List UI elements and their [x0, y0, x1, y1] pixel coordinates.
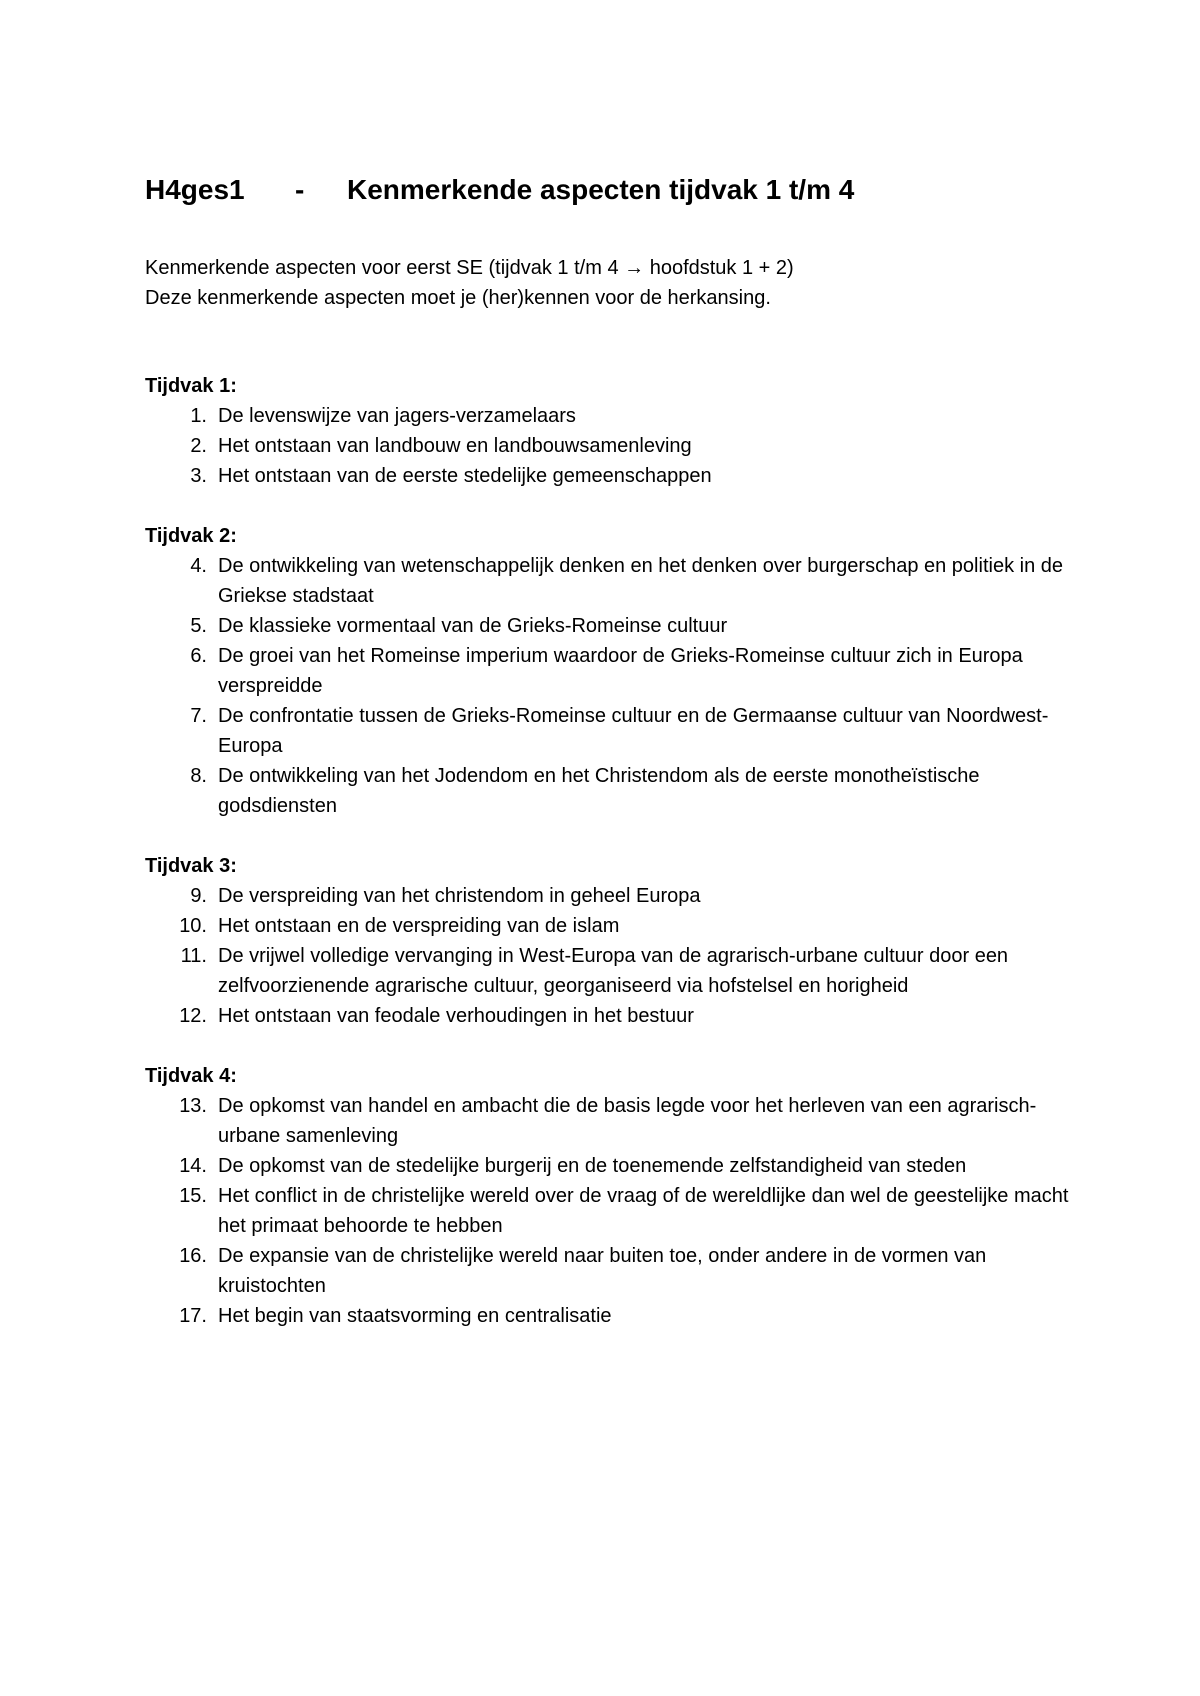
item-text: De verspreiding van het christendom in geheel Europa [218, 885, 701, 907]
section-title: Tijdvak 4: [145, 1065, 237, 1087]
intro-line-1-start: Kenmerkende aspecten voor eerst SE (tijdvak 1 t/m 4 [145, 257, 619, 279]
item-number: 10. [179, 915, 207, 937]
list-item [145, 551, 1075, 611]
list-item [145, 701, 1075, 761]
section-tijdvak-3 [145, 851, 1075, 1031]
section-title: Tijdvak 1: [145, 375, 237, 397]
list-item [145, 431, 1075, 461]
item-number: 7. [190, 705, 207, 727]
list-item [145, 641, 1075, 701]
item-number: 4. [190, 555, 207, 577]
intro-line-2: Deze kenmerkende aspecten moet je (her)kennen voor de herkansing. [145, 287, 771, 309]
list-item [145, 881, 1075, 911]
item-number: 11. [180, 945, 207, 967]
list-item [145, 1181, 1075, 1241]
item-number: 5. [190, 615, 207, 637]
item-text: De opkomst van handel en ambacht die de basis legde voor het herleven van een agrarisch-urbane samenleving [218, 1095, 1037, 1147]
item-number: 14. [179, 1155, 207, 1177]
title-separator: - [295, 174, 305, 205]
item-number: 16. [179, 1245, 207, 1267]
section-tijdvak-2 [145, 521, 1075, 821]
item-number: 13. [179, 1095, 207, 1117]
item-number: 2. [190, 435, 207, 457]
item-number: 12. [179, 1005, 207, 1027]
item-number: 1. [190, 405, 207, 427]
list-item [145, 1091, 1075, 1151]
item-number: 8. [190, 765, 207, 787]
list-item [145, 461, 1075, 491]
item-text: Het ontstaan van feodale verhoudingen in het bestuur [218, 1005, 694, 1027]
item-text: De confrontatie tussen de Grieks-Romeinse cultuur en de Germaanse cultuur van Noordwest-Europa [218, 705, 1049, 757]
item-text: Het ontstaan van de eerste stedelijke gemeenschappen [218, 465, 712, 487]
item-text: Het begin van staatsvorming en centralisatie [218, 1305, 612, 1327]
list-item [145, 611, 1075, 641]
list-item [145, 941, 1075, 1001]
list-item [145, 1301, 1075, 1331]
item-number: 3. [190, 465, 207, 487]
item-text: De vrijwel volledige vervanging in West-Europa van de agrarisch-urbane cultuur door een zelfvoorzienende agrarische cultuur, georganiseerd via hofstelsel en horigheid [218, 945, 1009, 997]
item-text: De ontwikkeling van het Jodendom en het Christendom als de eerste monotheïstische godsdiensten [218, 765, 980, 817]
item-text: De ontwikkeling van wetenschappelijk denken en het denken over burgerschap en politiek in de Griekse stadstaat [218, 555, 1063, 607]
item-text: Het conflict in de christelijke wereld over de vraag of de wereldlijke dan wel de geestelijke macht het primaat behoorde te hebben [218, 1185, 1069, 1237]
section-title: Tijdvak 2: [145, 525, 237, 547]
item-number: 6. [190, 645, 207, 667]
item-number: 9. [190, 885, 207, 907]
item-text: De opkomst van de stedelijke burgerij en de toenemende zelfstandigheid van steden [218, 1155, 967, 1177]
list-item [145, 1241, 1075, 1301]
arrow-right-icon: → [624, 257, 645, 279]
item-text: De klassieke vormentaal van de Grieks-Romeinse cultuur [218, 615, 728, 637]
item-text: Het ontstaan van landbouw en landbouwsamenleving [218, 435, 692, 457]
title-text: Kenmerkende aspecten tijdvak 1 t/m 4 [347, 174, 855, 205]
item-text: De groei van het Romeinse imperium waardoor de Grieks-Romeinse cultuur zich in Europa verspreidde [218, 645, 1023, 697]
aspect-list [145, 1091, 1075, 1331]
section-tijdvak-4 [145, 1061, 1075, 1331]
section-tijdvak-1 [145, 371, 1075, 491]
aspect-list [145, 881, 1075, 1031]
aspect-list [145, 401, 1075, 491]
list-item [145, 1001, 1075, 1031]
item-text: Het ontstaan en de verspreiding van de islam [218, 915, 620, 937]
intro-paragraph [145, 253, 794, 313]
item-text: De expansie van de christelijke wereld naar buiten toe, onder andere in de vormen van kruistochten [218, 1245, 987, 1297]
intro-line-1-end: hoofdstuk 1 + 2) [649, 257, 794, 279]
list-item [145, 401, 1075, 431]
item-number: 17. [179, 1305, 207, 1327]
item-number: 15. [179, 1185, 207, 1207]
intro-line-1 [145, 253, 794, 283]
list-item [145, 911, 1075, 941]
item-text: De levenswijze van jagers-verzamelaars [218, 405, 576, 427]
list-item [145, 761, 1075, 821]
section-title: Tijdvak 3: [145, 855, 237, 877]
course-code: H4ges1 [145, 174, 245, 205]
list-item [145, 1151, 1075, 1181]
aspect-list [145, 551, 1075, 821]
